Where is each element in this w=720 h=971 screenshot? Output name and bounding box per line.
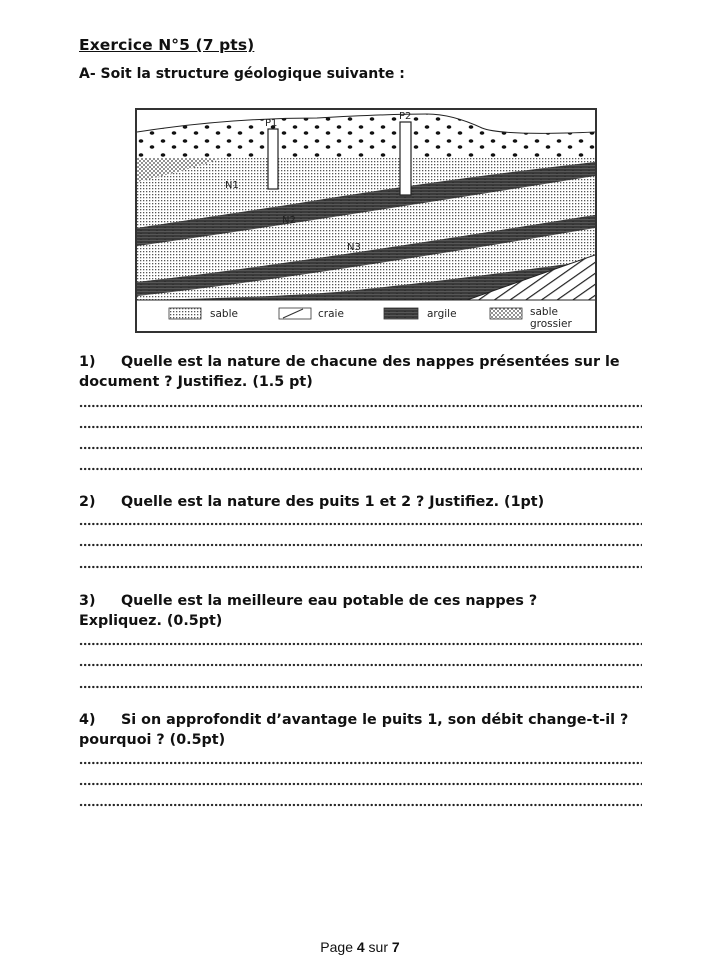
footer-current-page: 4 xyxy=(356,939,365,955)
footer-prefix: Page xyxy=(320,939,357,955)
answer-line[interactable] xyxy=(79,522,642,526)
aquifer-n3-label: N3 xyxy=(347,242,361,253)
answer-line[interactable] xyxy=(79,404,642,408)
question-3-text-line1: Quelle est la meilleure eau potable de ces nappes ? xyxy=(121,593,538,609)
page-footer xyxy=(0,939,720,955)
answer-line[interactable] xyxy=(79,642,642,646)
legend-label-craie: craie xyxy=(318,308,344,320)
legend-label-sable: sable xyxy=(210,308,238,320)
answer-line[interactable] xyxy=(79,467,642,471)
geological-cross-section-figure xyxy=(135,108,597,333)
topsoil-layer xyxy=(137,114,595,158)
question-4-text-line1: Si on approfondit d’avantage le puits 1, son débit change-t-il ? xyxy=(121,712,629,728)
answer-line[interactable] xyxy=(79,685,642,689)
legend-label-sable-grossier-1: sable xyxy=(530,306,558,318)
answer-line[interactable] xyxy=(79,425,642,429)
aquifer-n1-label: N1 xyxy=(225,180,239,191)
well-p2-label: P2 xyxy=(399,111,412,122)
question-3-text-line2: Expliquez. (0.5pt) xyxy=(79,613,223,629)
question-1-text-line2: document ? Justifiez. (1.5 pt) xyxy=(79,374,313,390)
answer-line[interactable] xyxy=(79,565,642,569)
answer-line[interactable] xyxy=(79,663,642,667)
footer-total-pages: 7 xyxy=(391,939,400,955)
legend-swatch-argile xyxy=(384,308,418,319)
answer-line[interactable] xyxy=(79,803,642,807)
question-2-number: 2) xyxy=(79,494,96,510)
question-1-number: 1) xyxy=(79,354,96,370)
legend-strip xyxy=(137,300,595,331)
legend-label-sable-grossier-2: grossier xyxy=(530,318,572,330)
question-3 xyxy=(79,591,659,631)
answer-line[interactable] xyxy=(79,782,642,786)
question-4 xyxy=(79,710,659,750)
question-2 xyxy=(79,492,659,512)
aquifer-n2-label: N2 xyxy=(282,215,296,226)
question-1-text-line1: Quelle est la nature de chacune des nappes présentées sur le xyxy=(121,354,620,370)
answer-line[interactable] xyxy=(79,761,642,765)
footer-middle: sur xyxy=(364,939,392,955)
question-4-number: 4) xyxy=(79,712,96,728)
answer-line[interactable] xyxy=(79,446,642,450)
well-p2 xyxy=(400,122,411,195)
question-3-number: 3) xyxy=(79,593,96,609)
answer-line[interactable] xyxy=(79,543,642,547)
legend-swatch-sable-grossier xyxy=(490,308,522,319)
part-a-heading: A- Soit la structure géologique suivante : xyxy=(79,66,405,82)
exercise-title: Exercice N°5 (7 pts) xyxy=(79,36,255,54)
well-p1 xyxy=(268,129,278,189)
question-4-text-line2: pourquoi ? (0.5pt) xyxy=(79,732,226,748)
legend-label-argile: argile xyxy=(427,308,457,320)
well-p1-label: P1 xyxy=(265,118,278,129)
question-2-text-line1: Quelle est la nature des puits 1 et 2 ? Justifiez. (1pt) xyxy=(121,494,545,510)
legend-swatch-sable xyxy=(169,308,201,319)
question-1 xyxy=(79,352,659,392)
